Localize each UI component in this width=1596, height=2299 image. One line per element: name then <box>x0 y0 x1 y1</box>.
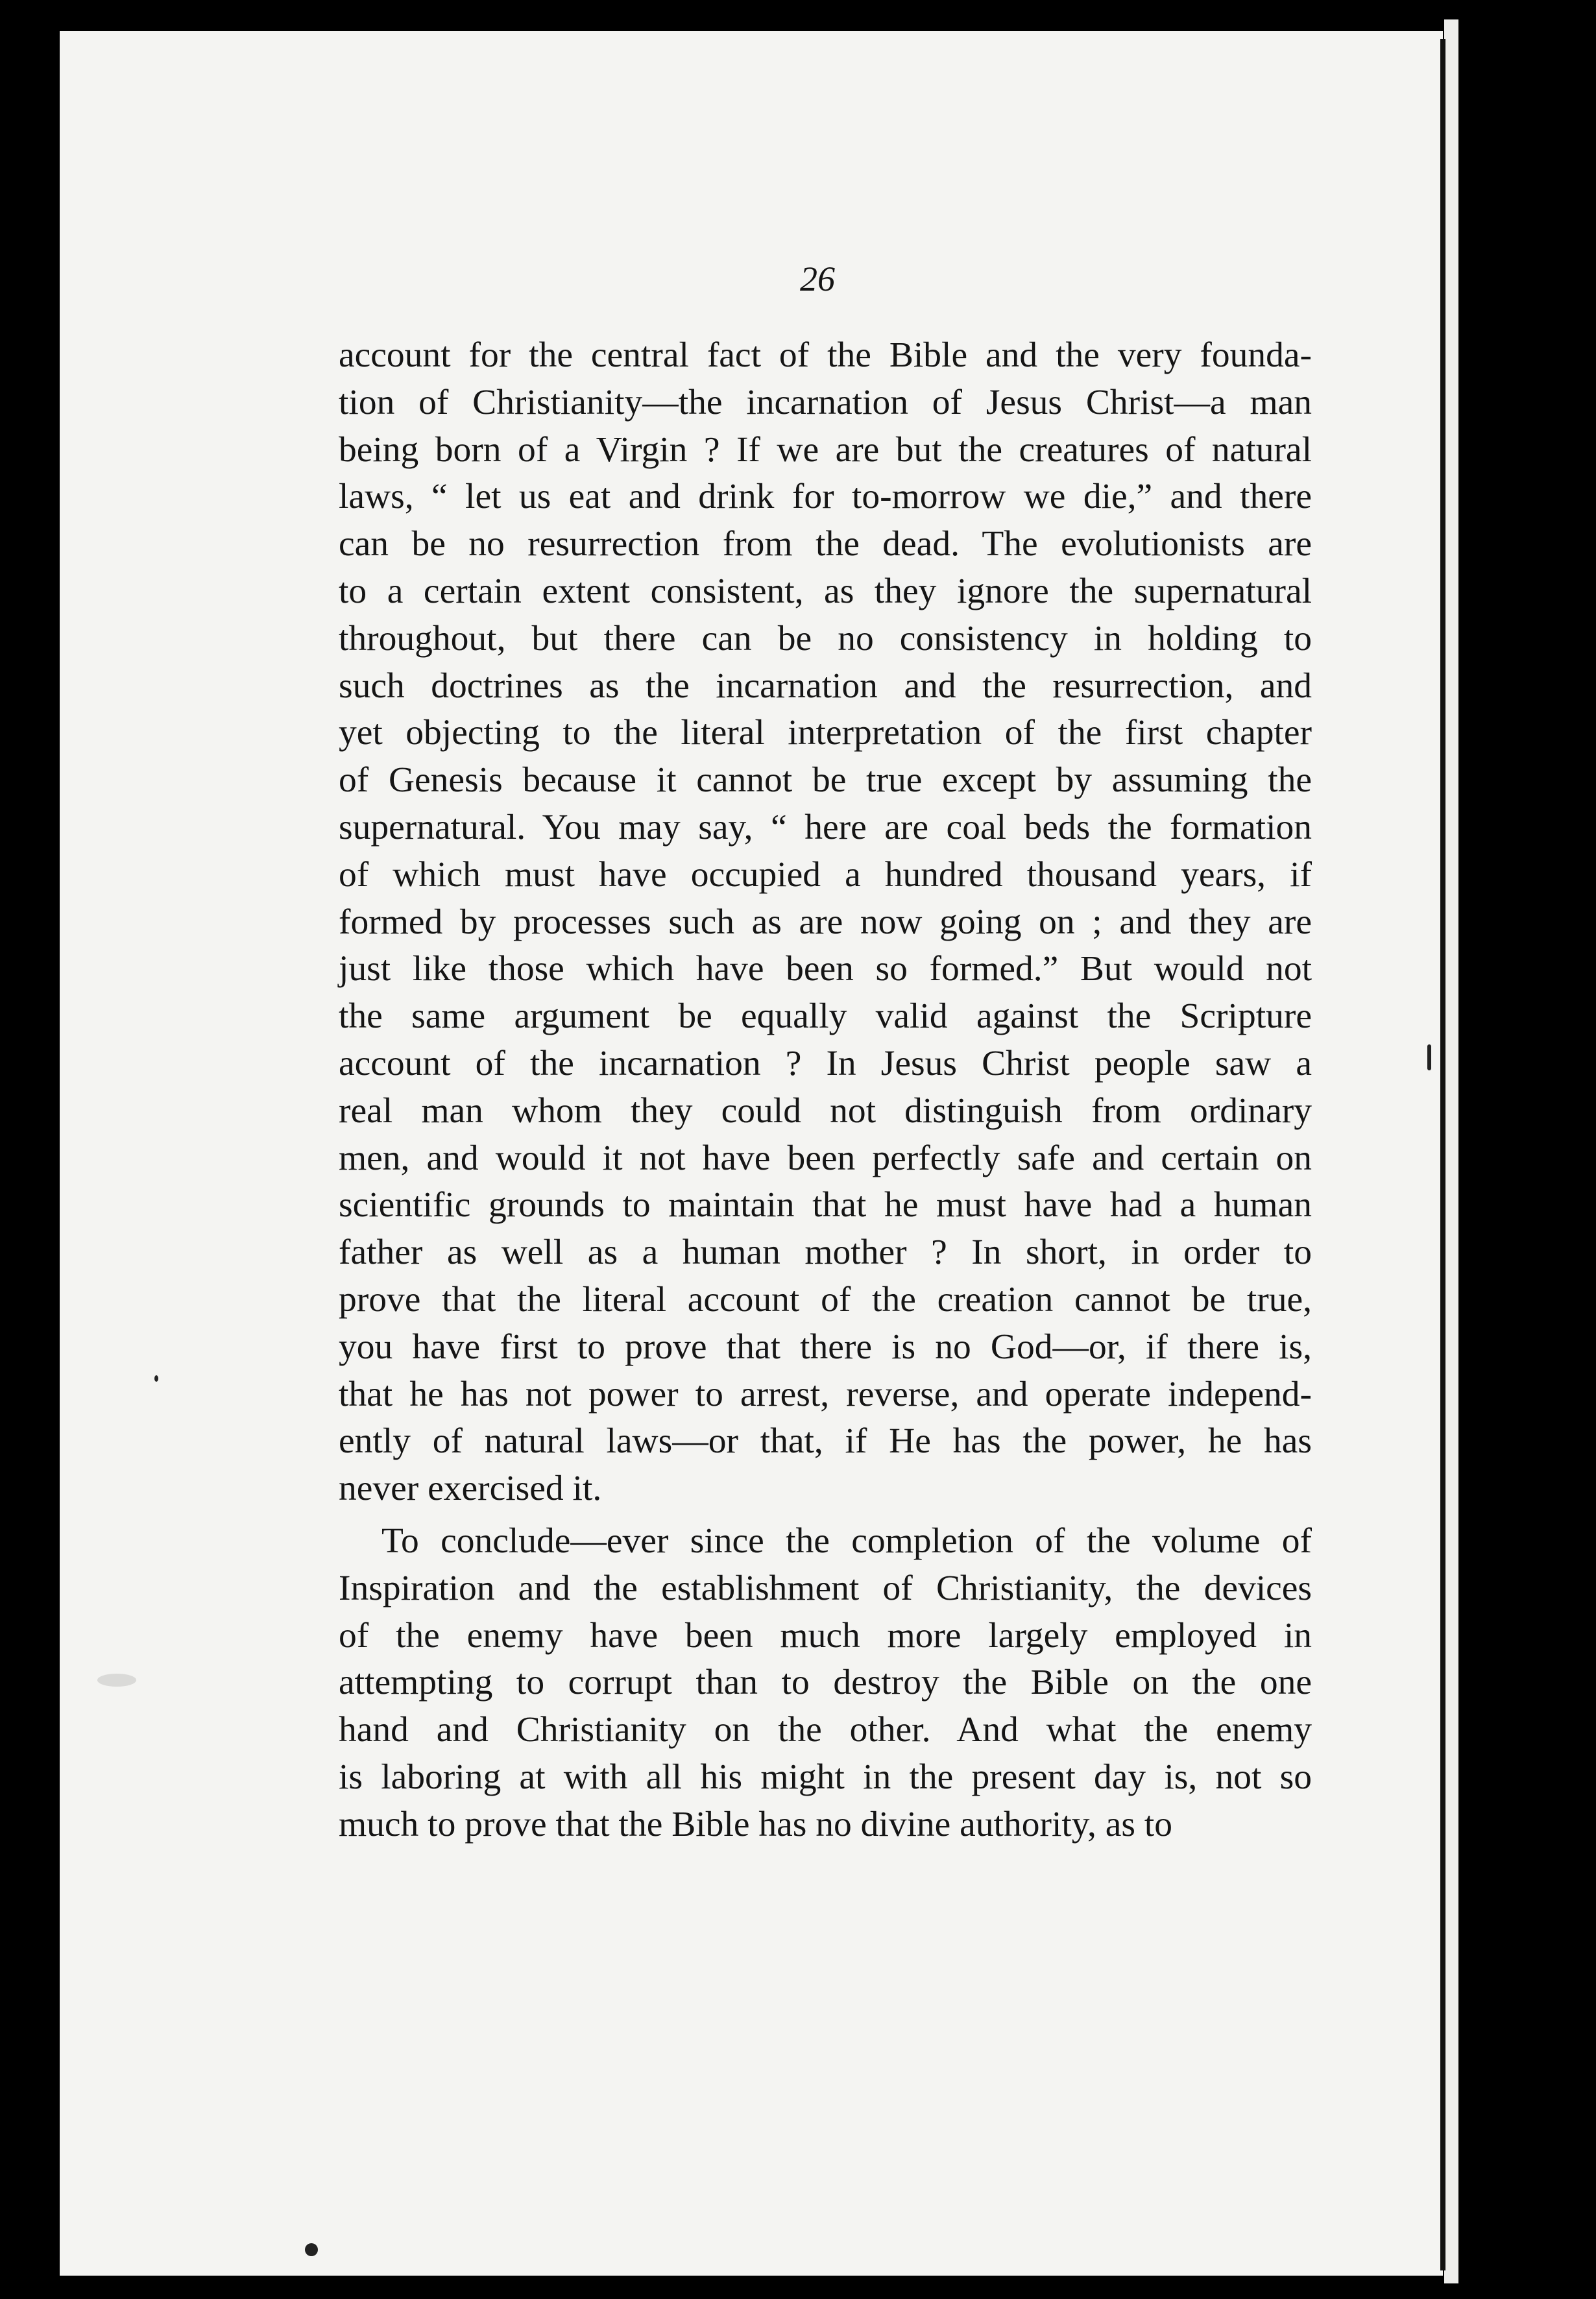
text-line: men, and would it not have been perfectly safe and certain on <box>339 1138 1312 1178</box>
page-number: 26 <box>800 259 835 298</box>
text-line: is laboring at with all his might in the present day is, not so <box>339 1757 1312 1797</box>
paragraph <box>339 332 1312 1513</box>
text-line: never exercised it. <box>339 1469 602 1509</box>
text-line: the same argument be equally valid against the Scripture <box>339 996 1312 1037</box>
text-line: Inspiration and the establishment of Christianity, the devices <box>339 1568 1312 1608</box>
text-line: attempting to corrupt than to destroy the Bible on the one <box>339 1663 1312 1703</box>
text-line: can be no resurrection from the dead. The evolutionists are <box>339 524 1312 564</box>
text-line: yet objecting to the literal interpretation of the first chapter <box>339 713 1312 753</box>
text-line: hand and Christianity on the other. And what the enemy <box>339 1710 1312 1750</box>
body-text <box>339 332 1312 1849</box>
text-line: such doctrines as the incarnation and the resurrection, and <box>339 666 1312 706</box>
text-line: that he has not power to arrest, reverse, and operate independ- <box>339 1374 1312 1414</box>
adjacent-page-edge <box>1444 19 1458 2283</box>
paragraph <box>339 1518 1312 1849</box>
text-line: just like those which have been so formed.” But would not <box>339 949 1312 989</box>
text-line: of which must have occupied a hundred thousand years, if <box>339 854 1312 895</box>
text-line: account for the central fact of the Bible and the very founda- <box>339 335 1312 375</box>
text-line: being born of a Virgin ? If we are but the creatures of natural <box>339 429 1312 470</box>
text-line: of Genesis because it cannot be true except by assuming the <box>339 760 1312 800</box>
page-gutter <box>1440 39 1445 2270</box>
text-line: much to prove that the Bible has no divine authority, as to <box>339 1804 1172 1844</box>
text-line: prove that the literal account of the creation cannot be true, <box>339 1279 1312 1319</box>
text-line: formed by processes such as are now going on ; and they are <box>339 902 1312 942</box>
text-line: supernatural. You may say, “ here are coal beds the formation <box>339 807 1312 847</box>
text-line: father as well as a human mother ? In short, in order to <box>339 1233 1312 1273</box>
ink-speck <box>305 2243 318 2256</box>
text-line: ently of natural laws—or that, if He has the power, he has <box>339 1421 1312 1462</box>
ink-speck <box>154 1375 158 1382</box>
scan-smudge <box>97 1674 136 1687</box>
text-line: throughout, but there can be no consistency in holding to <box>339 618 1312 658</box>
paper-crease <box>1427 1044 1431 1070</box>
text-line: you have first to prove that there is no God—or, if there is, <box>339 1327 1312 1367</box>
text-line: laws, “ let us eat and drink for to-morrow we die,” and there <box>339 477 1312 517</box>
text-line: account of the incarnation ? In Jesus Christ people saw a <box>339 1043 1312 1083</box>
text-line: tion of Christianity—the incarnation of Jesus Christ—a man <box>339 382 1312 422</box>
text-line: to a certain extent consistent, as they ignore the supernatural <box>339 571 1312 611</box>
text-line: real man whom they could not distinguish from ordinary <box>339 1090 1312 1131</box>
text-line: scientific grounds to maintain that he must have had a human <box>339 1185 1312 1225</box>
text-line: To conclude—ever since the completion of the volume of <box>381 1521 1312 1561</box>
text-line: of the enemy have been much more largely employed in <box>339 1615 1312 1655</box>
